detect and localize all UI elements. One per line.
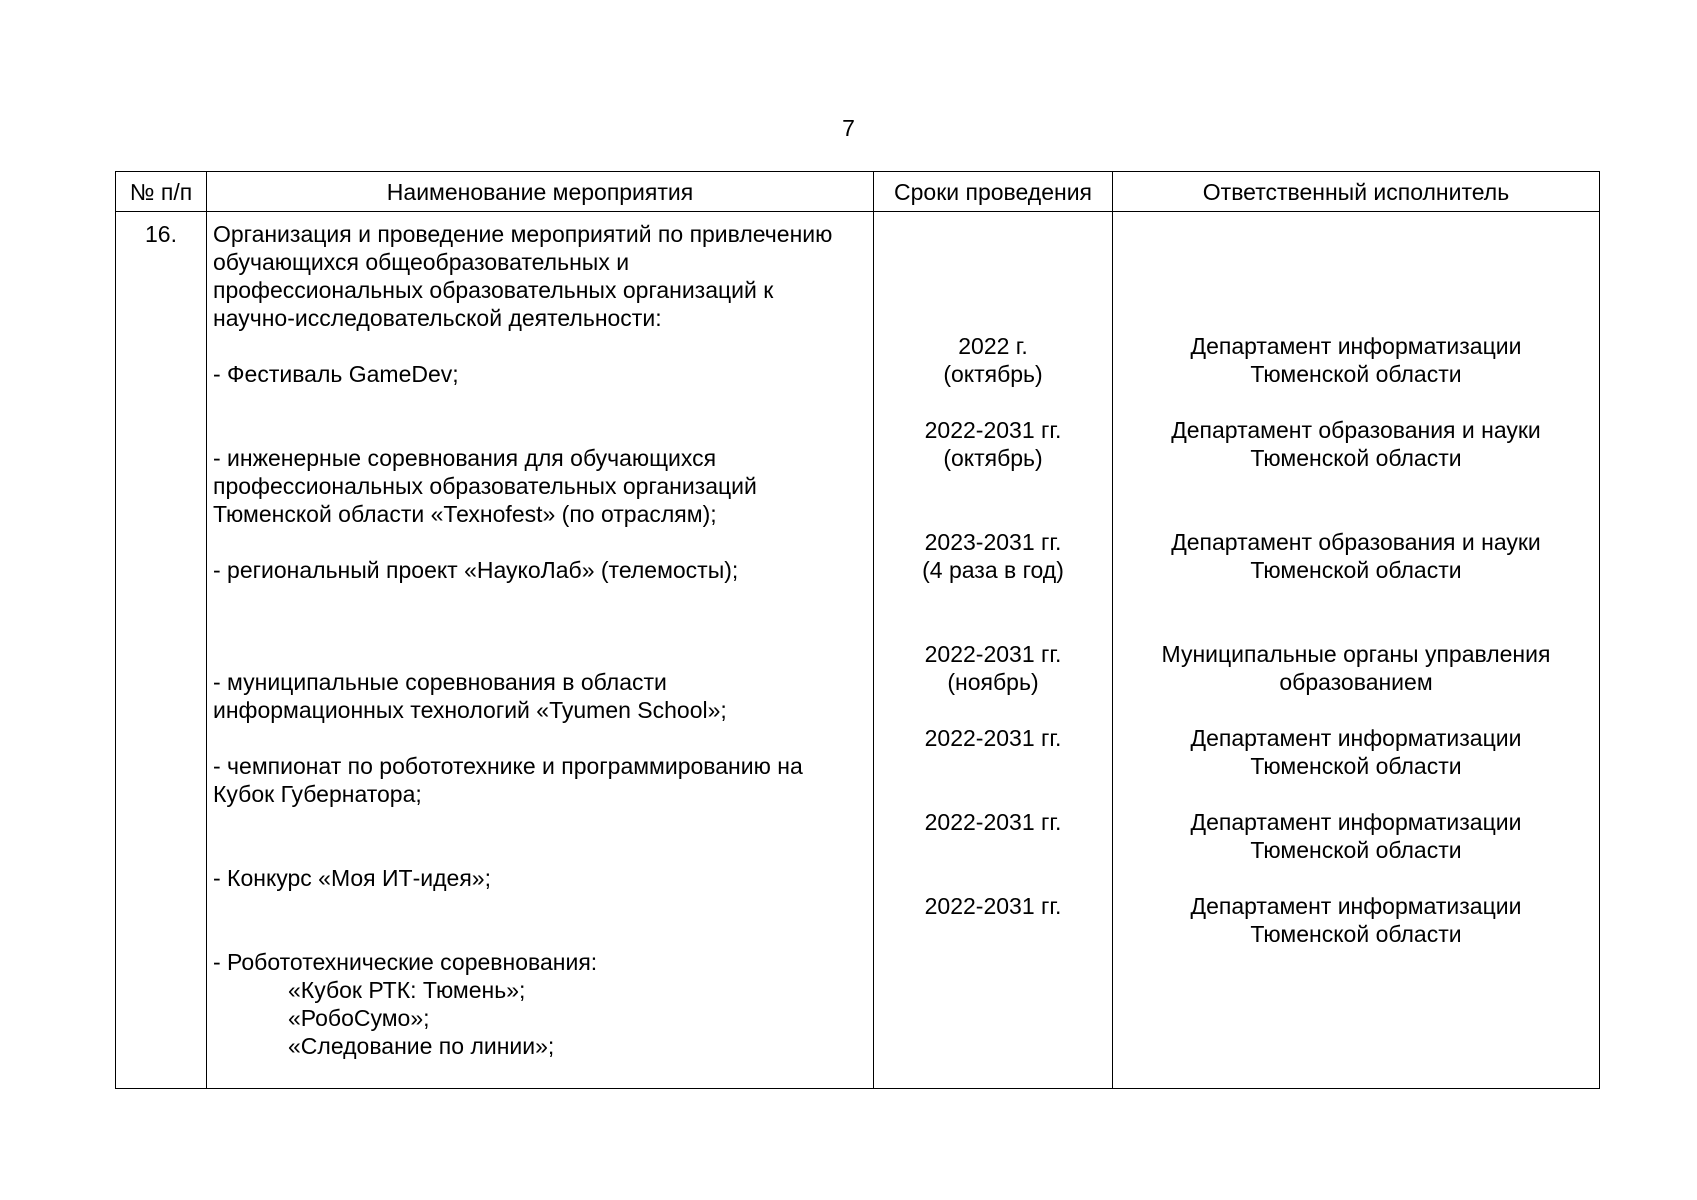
subitem-rtk-cup: «Кубок РТК: Тюмень»; [288,977,526,1003]
name-cell [207,212,874,1089]
event-name-naukolab: - региональный проект «НаукоЛаб» (телемосты); [213,557,739,583]
executor-naukolab: Департамент образования и науки [1171,529,1541,555]
subitem-robosumo: «РобоСумо»; [288,1005,430,1031]
dates-gamedev: 2022 г. [958,333,1028,359]
executor-gamedev: Департамент информатизации [1190,333,1522,359]
executor-it-idea: Тюменской области [1250,837,1462,863]
event-name-technofest: Тюменской области «Технofest» (по отраслям); [213,501,717,527]
executor-it-idea: Департамент информатизации [1190,809,1522,835]
intro-line: профессиональных образовательных организаций к [213,277,774,303]
dates-cell [874,212,1113,1089]
executor-tyumen-school: образованием [1279,669,1433,695]
dates-column-body [874,212,1112,1088]
dates-technofest: 2022-2031 гг. [924,417,1062,443]
event-name-gamedev: - Фестиваль GameDev; [213,361,459,387]
event-name-robotics-competitions: - Робототехнические соревнования: [213,949,598,975]
executor-naukolab: Тюменской области [1250,557,1462,583]
header-dates: Сроки проведения [874,172,1113,212]
header-name: Наименование мероприятия [207,172,874,212]
dates-robotics-championship: 2022-2031 гг. [924,725,1062,751]
intro-line: Организация и проведение мероприятий по привлечению [213,221,833,247]
executor-column-body [1113,212,1599,1088]
event-name-technofest: профессиональных образовательных организаций [213,473,757,499]
executor-gamedev: Тюменской области [1250,361,1462,387]
dates-robotics-competitions: 2022-2031 гг. [924,893,1062,919]
executor-robotics-championship: Департамент информатизации [1190,725,1522,751]
events-table [115,171,1600,1089]
executor-tyumen-school: Муниципальные органы управления [1161,641,1551,667]
executor-robotics-competitions: Департамент информатизации [1190,893,1522,919]
event-name-it-idea: - Конкурс «Моя ИТ-идея»; [213,865,491,891]
event-name-robotics-championship: - чемпионат по робототехнике и программированию на [213,753,803,779]
dates-naukolab: 2023-2031 гг. [924,529,1062,555]
header-executor: Ответственный исполнитель [1113,172,1600,212]
page-number: 7 [842,115,855,141]
executor-robotics-competitions: Тюменской области [1250,921,1462,947]
executor-cell [1113,212,1600,1089]
event-name-tyumen-school: информационных технологий «Tyumen School»; [213,697,727,723]
dates-gamedev: (октябрь) [943,361,1043,387]
executor-technofest: Тюменской области [1250,445,1462,471]
dates-tyumen-school: 2022-2031 гг. [924,641,1062,667]
event-name-robotics-championship: Кубок Губернатора; [213,781,422,807]
row-number: 16. [116,212,207,1089]
intro-line: обучающихся общеобразовательных и [213,249,630,275]
event-name-technofest: - инженерные соревнования для обучающихся [213,445,717,471]
subitem-line-following: «Следование по линии»; [288,1033,555,1059]
dates-it-idea: 2022-2031 гг. [924,809,1062,835]
header-num: № п/п [116,172,207,212]
name-column-body [207,212,873,1088]
executor-technofest: Департамент образования и науки [1171,417,1541,443]
dates-tyumen-school: (ноябрь) [947,669,1039,695]
dates-naukolab: (4 раза в год) [922,557,1064,583]
table-row [116,212,1600,1089]
table-header-row [116,172,1600,212]
event-name-tyumen-school: - муниципальные соревнования в области [213,669,667,695]
intro-line: научно-исследовательской деятельности: [213,305,662,331]
executor-robotics-championship: Тюменской области [1250,753,1462,779]
dates-technofest: (октябрь) [943,445,1043,471]
